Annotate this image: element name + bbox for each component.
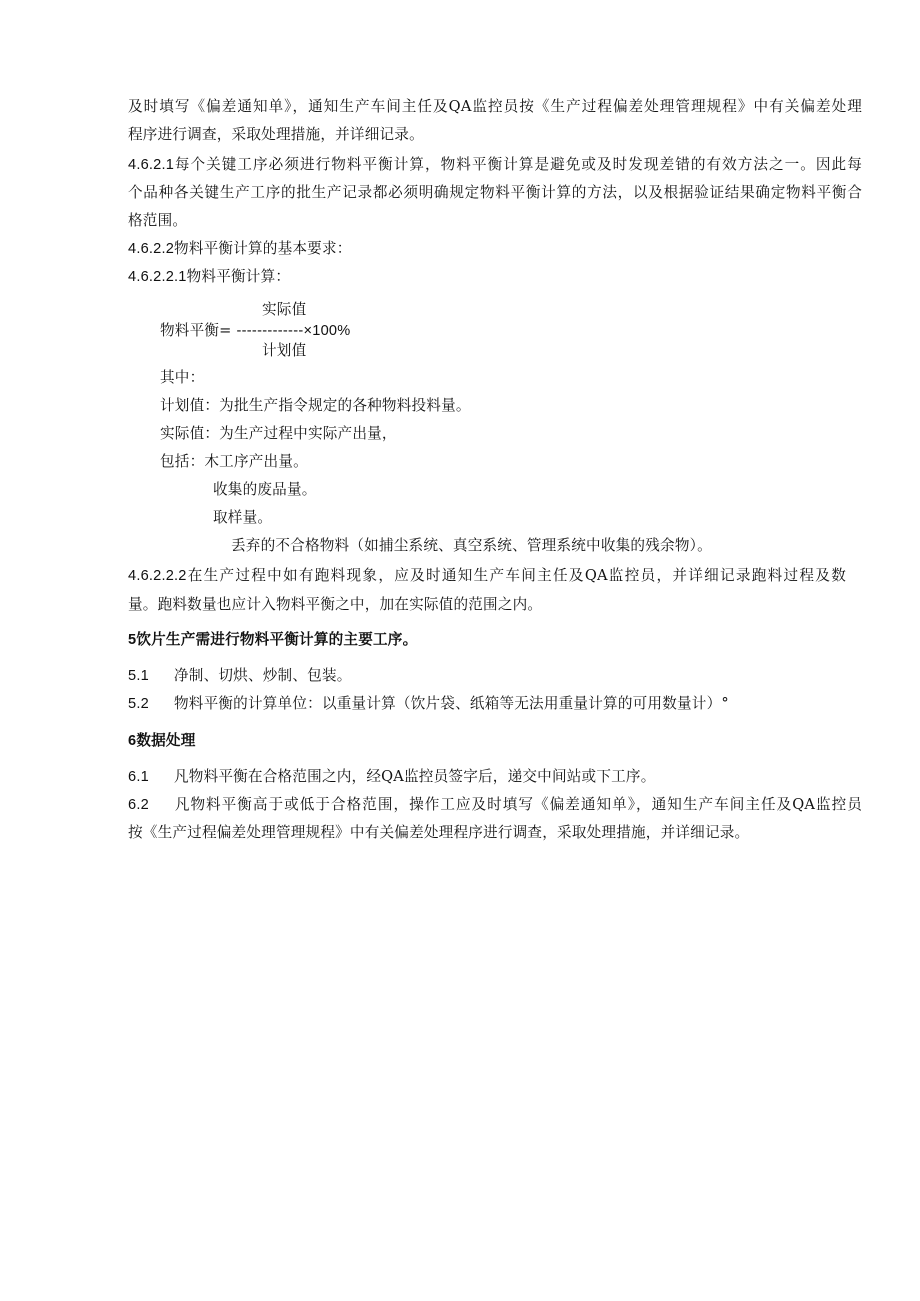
item-number: 5.1	[128, 668, 149, 684]
clause-4621-line-1	[128, 155, 862, 175]
definition-include: 包括：木工序产出量。	[160, 453, 308, 470]
item-text: 凡物料平衡高于或低于合格范围，操作工应及时填写《偏差通知单》，通知生产车间主任及QA监控员	[174, 796, 862, 813]
definition-sampled: 取样量。	[213, 509, 273, 526]
section-6-item-2-line-2: 按《生产过程偏差处理管理规程》中有关偏差处理程序进行调查，采取处理措施，并详细记录。	[128, 824, 750, 841]
definition-collected: 收集的废品量。	[213, 481, 317, 498]
clause-46222-line-1	[128, 566, 846, 586]
formula-lhs: 物料平衡=	[160, 322, 232, 339]
definition-discarded: 丢弃的不合格物料（如捕尘系统、真空系统、管理系统中收集的残余物）。	[231, 537, 712, 554]
clause-4622	[128, 239, 352, 259]
definition-actual: 实际值：为生产过程中实际产出量，	[160, 425, 397, 442]
formula-fraction-bar: -------------	[236, 323, 304, 339]
clause-text: 物料平衡计算的基本要求：	[174, 240, 352, 257]
formula-denominator: 计划值	[262, 342, 307, 359]
formula-multiplier: ×100%	[303, 323, 351, 339]
item-text: 凡物料平衡在合格范围之内，经QA监控员签字后，递交中间站或下工序。	[174, 768, 656, 785]
item-number: 6.2	[128, 797, 149, 813]
item-text: 净制、切烘、炒制、包装。	[174, 667, 352, 684]
clause-text: 在生产过程中如有跑料现象，应及时通知生产车间主任及QA监控员，并详细记录跑料过程及数	[186, 567, 846, 584]
clause-text: 每个关键工序必须进行物料平衡计算，物料平衡计算是避免或及时发现差错的有效方法之一。因此每	[174, 156, 862, 173]
clause-number: 4.6.2.2.2	[128, 568, 187, 584]
formula-line	[160, 321, 350, 341]
section-6-item-1	[128, 767, 656, 787]
intro-line-2: 程序进行调查，采取处理措施，并详细记录。	[128, 126, 424, 143]
clause-4621-line-2: 个品种各关键生产工序的批生产记录都必须明确规定物料平衡计算的方法，以及根据验证结果确定物料平衡合	[128, 184, 862, 201]
item-number: 6.1	[128, 769, 149, 785]
clause-text: 物料平衡计算：	[186, 268, 291, 285]
clause-number: 4.6.2.2.1	[128, 269, 187, 285]
section-6-item-2-line-1	[128, 795, 862, 815]
clause-number: 4.6.2.1	[128, 157, 175, 173]
formula-numerator: 实际值	[262, 301, 307, 318]
section-5-heading: 5饮片生产需进行物料平衡计算的主要工序。	[128, 632, 418, 648]
section-5-item-1	[128, 666, 352, 686]
definition-where: 其中：	[160, 369, 205, 386]
item-text: 物料平衡的计算单位：以重量计算（饮片袋、纸箱等无法用重量计算的可用数量计）°	[174, 695, 729, 712]
clause-number: 4.6.2.2	[128, 241, 175, 257]
clause-4621-line-3: 格范围。	[128, 212, 188, 229]
intro-line-1: 及时填写《偏差通知单》，通知生产车间主任及QA监控员按《生产过程偏差处理管理规程》中有关偏差处理	[128, 98, 862, 115]
definition-planned: 计划值：为批生产指令规定的各种物料投料量。	[160, 397, 471, 414]
section-6-heading: 6数据处理	[128, 733, 196, 749]
clause-46221	[128, 267, 290, 287]
section-5-item-2	[128, 694, 729, 714]
clause-46222-line-2: 量。跑料数量也应计入物料平衡之中，加在实际值的范围之内。	[128, 596, 543, 613]
item-number: 5.2	[128, 696, 149, 712]
